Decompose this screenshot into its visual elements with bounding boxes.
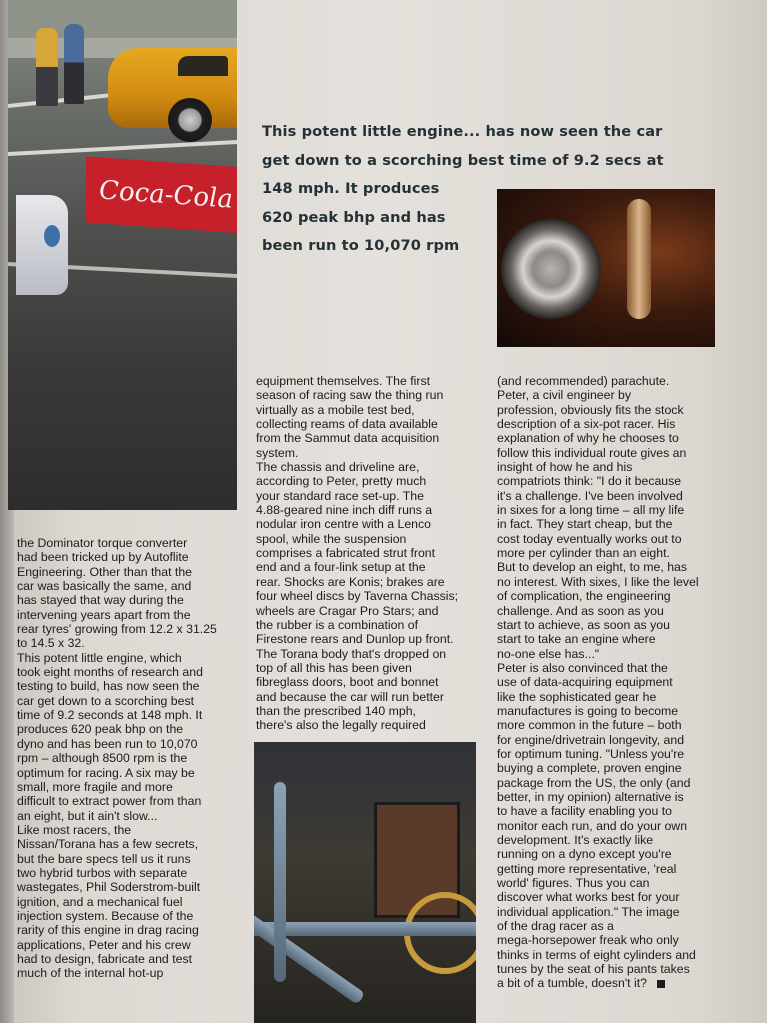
body-text-line: in fact. They start cheap, but the [497,517,673,532]
body-text-line: Nissan/Torana has a few secrets, [17,837,199,852]
body-text-line: buying a complete, proven engine [497,761,682,776]
lane-line [8,138,237,156]
body-text-line: rear. Shocks are Konis; brakes are [256,574,445,589]
body-text-line: dyno and has been run to 10,070 [17,736,198,751]
body-text-line: rear tyres' growing from 12.2 x 31.25 [17,622,217,637]
body-text-line: applications, Peter and his crew [17,937,191,952]
body-text-line: to 14.5 x 32. [17,636,85,651]
body-text-line: package from the US, the only (and [497,775,691,790]
car-wheel [168,98,212,142]
body-text-line: took eight months of research and [17,665,203,680]
body-text-line: a bit of a tumble, doesn't it? [497,976,729,990]
body-text-line: testing to build, has now seen the [17,679,200,694]
body-text-line: Firestone rears and Dunlop up front. [256,632,454,647]
body-text-line: the Dominator torque converter [17,536,188,550]
roll-cage-bar [254,922,476,936]
cockpit-photo [254,742,476,1023]
body-text-line: challenge. And as soon as you [497,603,664,618]
spectator [36,28,58,106]
body-text-line: injection system. Because of the [17,908,194,923]
pull-quote-line: been run to 10,070 rpm [262,237,460,255]
body-text-line: mega-horsepower freak who only [497,933,679,948]
body-text-line: insight of how he and his [497,460,633,475]
body-text-line: getting more representative, 'real [497,861,677,876]
body-text-line: and because the car will run better [256,689,444,704]
body-text-line: end and a four-link setup at the [256,560,426,575]
body-text-line: but the bare specs tell us it runs [17,851,191,866]
body-text-line: start to achieve, as soon as you [497,617,670,632]
body-text-line: comprises a fabricated strut front [256,546,436,561]
body-text-line: your standard race set-up. The [256,488,424,503]
body-text-line: of the drag racer as a [497,919,614,934]
body-text-line: difficult to extract power from than [17,794,202,809]
spectators [36,20,86,105]
body-text-line: no interest. With sixes, I like the level [497,574,699,589]
body-text-line: compatriots think: "I do it because [497,474,682,489]
body-text-line: Peter is also convinced that the [497,660,668,675]
body-text-line: development. It's exactly like [497,833,654,847]
body-text-line: an eight, but it ain't slow... [17,808,158,823]
body-text-line: two hybrid turbos with separate [17,865,188,880]
body-text-line: car was basically the same, and [17,579,192,594]
text-column-2 [256,374,486,733]
body-text-line: profession, obviously fits the stock [497,402,684,417]
banner-logo-text: Coca-Cola [99,175,233,215]
body-text-line: Peter, a civil engineer by [497,388,631,403]
body-text-line: from the Sammut data acquisition [256,431,440,446]
body-text-line: virtually as a mobile test bed, [256,402,415,417]
body-text-line: equipment themselves. The first [256,374,431,388]
body-text-line: tunes by the seat of his pants takes [497,962,690,977]
body-text-line: rarity of this engine in drag racing [17,923,199,938]
yellow-race-car [108,48,237,128]
body-text-line: running on a dyno except you're [497,847,672,862]
body-text-line: car get down to a scorching best [17,693,195,708]
body-text-line: of complication, the engineering [497,589,671,604]
body-text-line: ignition, and a mechanical fuel [17,894,183,909]
body-text-line: description of a six-pot racer. His [497,417,676,432]
body-text-line: time of 9.2 seconds at 148 mph. It [17,708,203,723]
spectator [64,24,84,104]
body-text-line: in sixes for a long time – all my life [497,503,685,518]
body-text-line: optimum for racing. A six may be [17,765,195,780]
body-text-line: collecting reams of data available [256,417,438,432]
body-text-line: more common in the future – both [497,718,682,733]
pull-quote-line: This potent little engine... has now seen the car [262,123,663,140]
body-text-line: But to develop an eight, to me, has [497,560,688,575]
text-column-3 [497,374,729,991]
body-text-line: four wheel discs by Taverna Chassis; [256,589,459,604]
body-text-line: follow this individual route gives an [497,445,687,460]
body-text-line: like the sophisticated gear he [497,689,657,704]
body-text-line: monitor each run, and do your own [497,818,688,833]
body-text-line: more per cylinder than an eight. [497,546,670,561]
body-text-line: according to Peter, pretty much [256,474,427,489]
body-text-line: The Torana body that's dropped on [256,646,447,661]
exhaust-pipe [627,199,651,319]
body-text-line: there's also the legally required [256,718,426,733]
coca-cola-banner [86,156,237,233]
body-text-line: it's a challenge. I've been involved [497,488,683,503]
body-text-line: intervening years apart from the [17,607,191,622]
body-text-line: nodular iron centre with a Lenco [256,517,431,532]
roll-cage-bar [274,782,286,982]
body-text-line: thinks in terms of eight cylinders and [497,947,696,962]
pull-quote-line: 620 peak bhp and has [262,208,446,226]
body-text-line: had been tricked up by Autoflite [17,550,189,565]
body-text-line: the rubber is a combination of [256,617,419,632]
pull-quote-line: 148 mph. It produces [262,180,440,198]
body-text-line: wheels are Cragar Pro Stars; and [256,603,439,618]
body-text-line: explanation of why he chooses to [497,431,679,446]
body-text-line: (and recommended) parachute. [497,374,670,388]
body-text-line: individual application." The image [497,904,680,919]
body-text-line: cost today eventually works out to [497,531,682,546]
body-text-line: to have a facility enabling you to [497,804,673,819]
body-text-line: rpm – although 8500 rpm is the [17,751,188,766]
body-text-line: manufactures is going to become [497,703,679,718]
body-text-line: produces 620 peak bhp on the [17,722,184,737]
body-text-line: discover what works best for your [497,890,680,905]
body-text-line: for optimum tuning. "Unless you're [497,746,685,761]
text-column-1 [17,536,249,981]
body-text-line: world' figures. Thus you can [497,876,650,891]
body-text-line: season of racing saw the thing run [256,388,444,403]
body-text-line: much of the internal hot-up [17,966,164,981]
body-text-line: small, more fragile and more [17,779,173,794]
body-text-line: The chassis and driveline are, [256,460,420,475]
body-text-line: had to design, fabricate and test [17,951,193,966]
white-race-car [16,195,68,295]
end-of-article-mark [657,980,665,988]
body-text-line: start to take an engine where [497,632,656,647]
body-text-line: top of all this has been given [256,660,412,675]
body-text-line: better, in my opinion) alternative is [497,789,684,804]
body-text-line: system. [256,445,299,460]
body-text-line: no-one else has..." [497,646,600,661]
body-text-line: use of data-acquiring equipment [497,675,673,690]
pull-quote-line: get down to a scorching best time of 9.2 secs at [262,151,664,169]
body-text-line: This potent little engine, which [17,650,182,665]
body-text-line: Engineering. Other than that the [17,564,193,579]
car-headlight [44,225,60,247]
body-text-line: fibreglass doors, boot and bonnet [256,675,439,690]
body-text-line: 4.88-geared nine inch diff runs a [256,503,433,518]
wheel-photo [497,189,715,347]
body-text-line: for engine/drivetrain longevity, and [497,732,685,747]
drag-strip-photo [8,0,237,510]
body-text-line: has stayed that way during the [17,593,184,608]
body-text-line: than the prescribed 140 mph, [256,703,416,718]
body-text-line: spool, while the suspension [256,531,407,546]
car-window [178,56,228,76]
body-text-line: wastegates, Phil Soderstrom-built [17,880,201,895]
body-text-line: Like most racers, the [17,822,132,837]
wheel-rim [501,219,601,319]
